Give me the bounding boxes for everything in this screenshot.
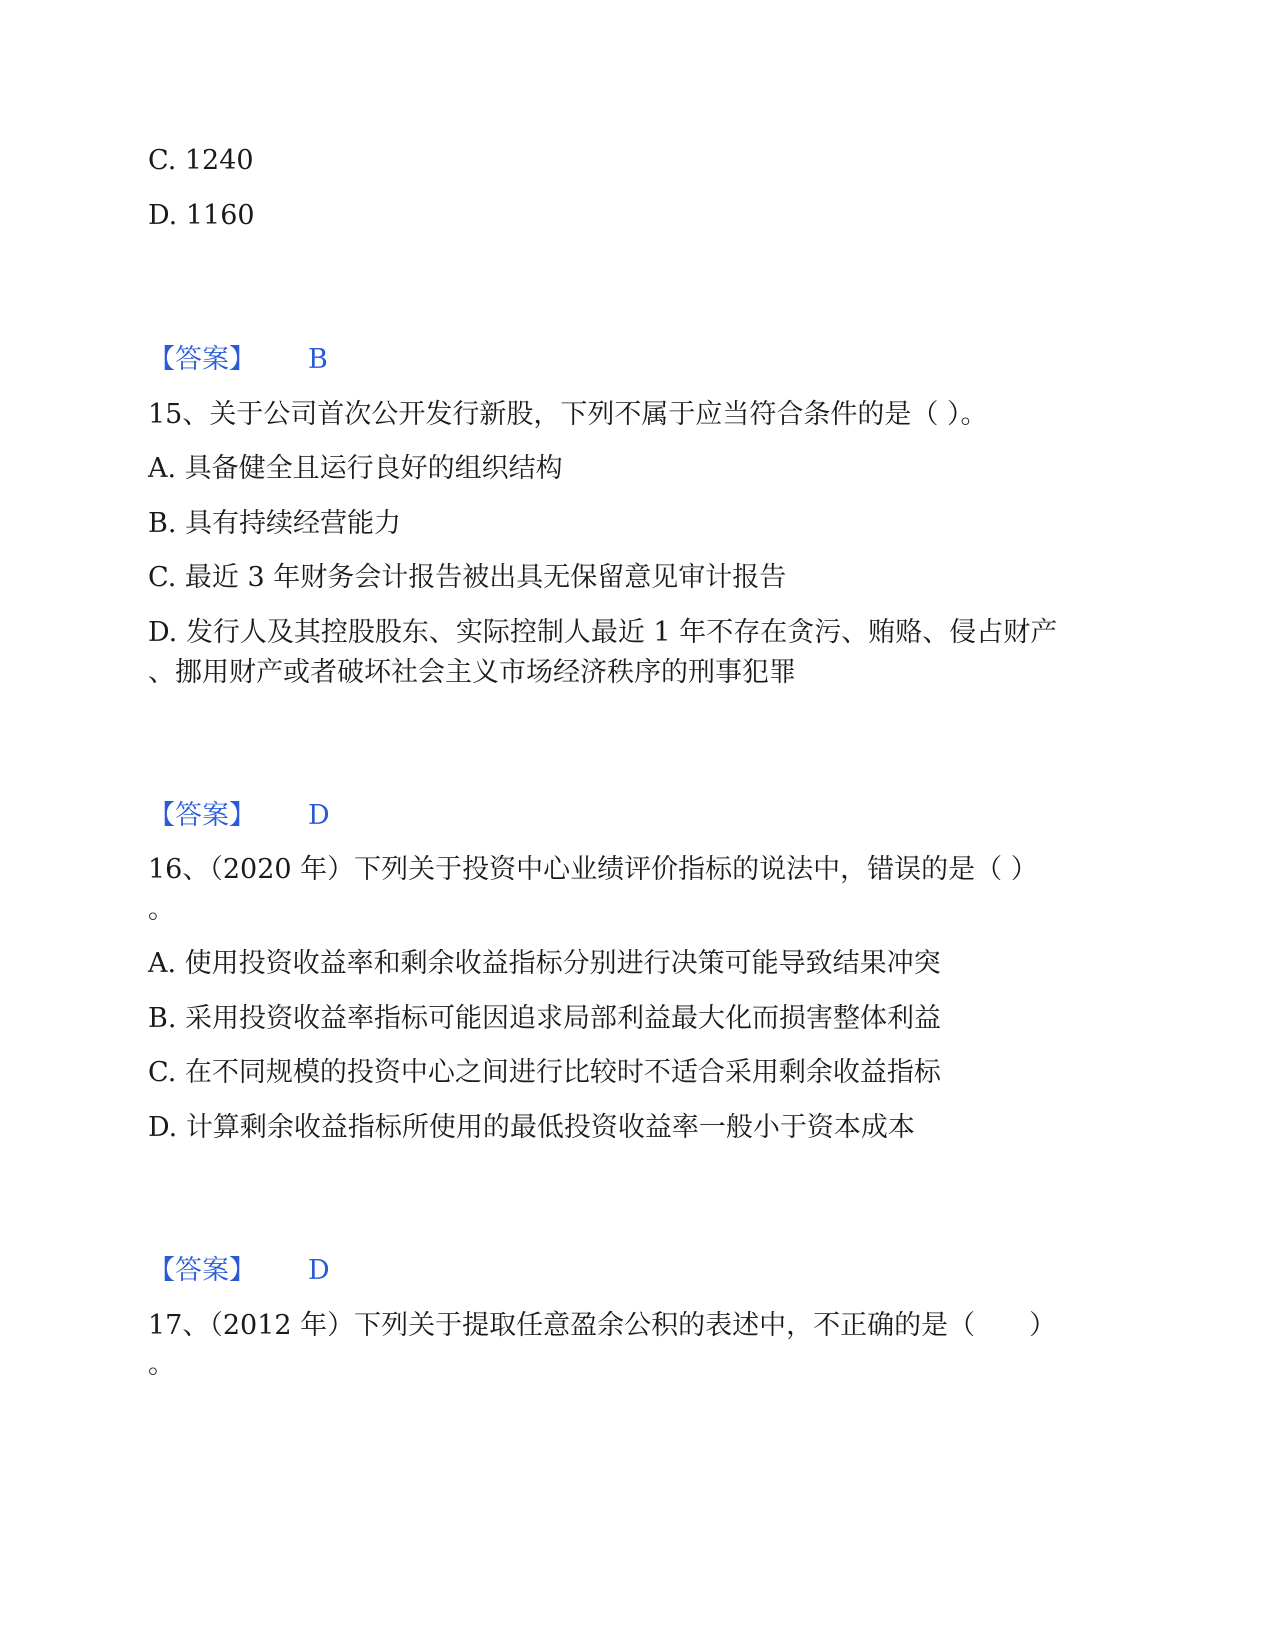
question-16-option-a: A. 使用投资收益率和剩余收益指标分别进行决策可能导致结果冲突 [148,948,941,979]
answer-block [148,1254,330,1288]
question-15-option-b: B. 具有持续经营能力 [148,508,402,539]
option-c-prev: C. 1240 [148,145,254,176]
answer-label: 【答案】 [148,800,256,831]
question-16-option-b: B. 采用投资收益率指标可能因追求局部利益最大化而损害整体利益 [148,1003,942,1034]
answer-label: 【答案】 [148,344,256,375]
answer-value: B [308,344,328,375]
question-16-option-c: C. 在不同规模的投资中心之间进行比较时不适合采用剩余收益指标 [148,1057,941,1088]
answer-block [148,799,330,833]
question-15-option-d-continued: 、挪用财产或者破坏社会主义市场经济秩序的刑事犯罪 [148,657,796,688]
question-15-stem: 15、关于公司首次公开发行新股，下列不属于应当符合条件的是（ ）。 [148,399,988,430]
question-16-stem-end: 。 [148,894,175,925]
answer-value: D [308,800,330,831]
question-17-stem-end: 。 [148,1349,175,1380]
question-16-stem: 16、（2020 年）下列关于投资中心业绩评价指标的说法中，错误的是（ ） [148,854,1038,885]
answer-value: D [308,1255,330,1286]
question-16-option-d: D. 计算剩余收益指标所使用的最低投资收益率一般小于资本成本 [148,1112,915,1143]
question-17-stem: 17、（2012 年）下列关于提取任意盈余公积的表述中，不正确的是（ ） [148,1310,1057,1341]
answer-block [148,343,328,377]
option-d-prev: D. 1160 [148,200,255,231]
question-15-option-a: A. 具备健全且运行良好的组织结构 [148,453,563,484]
question-15-option-c: C. 最近 3 年财务会计报告被出具无保留意见审计报告 [148,562,787,593]
answer-label: 【答案】 [148,1255,256,1286]
question-15-option-d: D. 发行人及其控股股东、实际控制人最近 1 年不存在贪污、贿赂、侵占财产 [148,617,1058,648]
